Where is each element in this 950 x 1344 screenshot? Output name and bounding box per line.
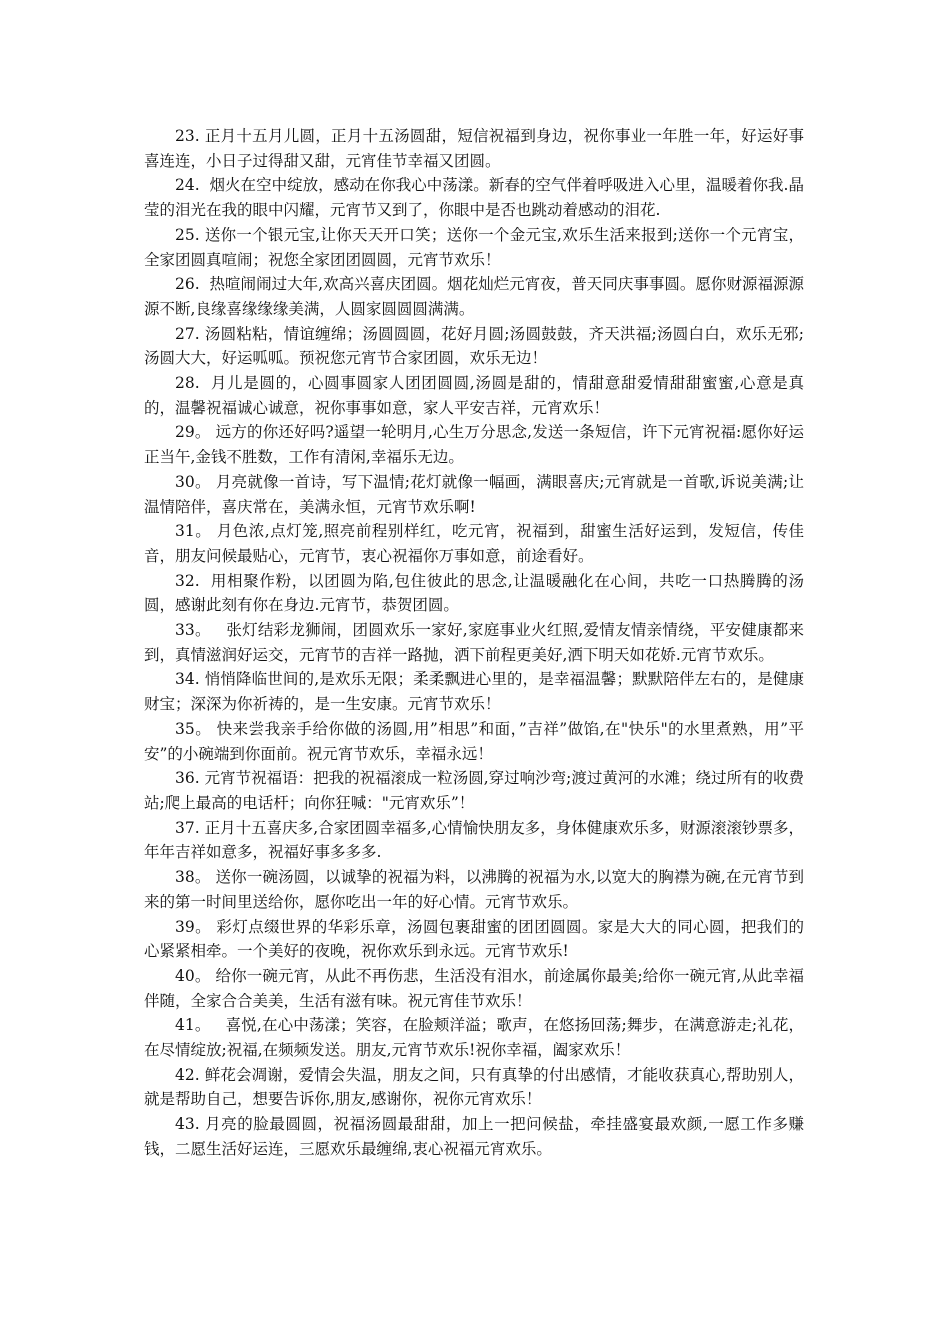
paragraph-35: 35。 快来尝我亲手给你做的汤圆,用”相思”和面，”吉祥”做馅,在"快乐"的水里煮熟，用”平安”的小碗端到你面前。祝元宵节欢乐，幸福永远！ <box>144 719 804 763</box>
paragraph-36: 36. 元宵节祝福语：把我的祝福滚成一粒汤圆,穿过响沙弯;渡过黄河的水滩；绕过所有的收费站;爬上最高的电话杆；向你狂喊："元宵欢乐”！ <box>144 769 804 812</box>
paragraph-28: 28. 月儿是圆的，心圆事圆家人团团圆圆,汤圆是甜的，情甜意甜爱情甜甜蜜蜜,心意是真的，温馨祝福诚心诚意，祝你事事如意，家人平安吉祥，元宵欢乐！ <box>144 374 804 417</box>
paragraph-29: 29。 远方的你还好吗?遥望一轮明月,心生万分思念,发送一条短信，许下元宵祝福:愿你好运正当午,金钱不胜数，工作有清闲,幸福乐无边。 <box>144 423 804 467</box>
paragraph-26: 26. 热喧闹闹过大年,欢高兴喜庆团圆。烟花灿烂元宵夜，普天同庆事事圆。愿你财源福源源源不断,良缘喜缘缘缘美满，人圆家圆圆圆满满。 <box>144 275 804 318</box>
paragraph-25: 25. 送你一个银元宝,让你天天开口笑；送你一个金元宝,欢乐生活来报到;送你一个元宵宝，全家团圆真喧闹；祝您全家团团圆圆，元宵节欢乐！ <box>144 225 804 269</box>
paragraph-37: 37. 正月十五喜庆多,合家团圆幸福多,心情愉快朋友多，身体健康欢乐多，财源滚滚钞票多，年年吉祥如意多，祝福好事多多多. <box>144 818 804 862</box>
paragraph-23: 23. 正月十五月儿圆，正月十五汤圆甜，短信祝福到身边，祝你事业一年胜一年，好运好事喜连连，小日子过得甜又甜，元宵佳节幸福又团圆。 <box>144 127 804 170</box>
paragraph-32: 32. 用相聚作粉，以团圆为陷,包住彼此的思念,让温暖融化在心间，共吃一口热腾腾的汤圆，感谢此刻有你在身边.元宵节，恭贺团圆。 <box>144 571 804 615</box>
document-body <box>144 124 804 1162</box>
paragraph-42: 42. 鲜花会凋谢，爱情会失温，朋友之间，只有真挚的付出感情，才能收获真心,帮助别人，就是帮助自己，想要告诉你,朋友,感谢你，祝你元宵欢乐！ <box>144 1065 804 1109</box>
paragraph-33: 33。 张灯结彩龙狮闹，团圆欢乐一家好,家庭事业火红照,爱情友情亲情绕，平安健康都来到，真情滋润好运交，元宵节的吉祥一路抛，洒下前程更美好,洒下明天如花娇.元宵节欢乐。 <box>144 621 804 664</box>
paragraph-39: 39。 彩灯点缀世界的华彩乐章，汤圆包裹甜蜜的团团圆圆。家是大大的同心圆，把我们的心紧紧相牵。一个美好的夜晚，祝你欢乐到永远。元宵节欢乐! <box>144 917 804 961</box>
paragraph-31: 31。 月色浓,点灯笼,照亮前程别样红，吃元宵，祝福到，甜蜜生活好运到，发短信，传佳音，朋友问候最贴心，元宵节，衷心祝福你万事如意，前途看好。 <box>144 522 804 565</box>
paragraph-38: 38。 送你一碗汤圆，以诚挚的祝福为料，以沸腾的祝福为水,以宽大的胸襟为碗,在元宵节到来的第一时间里送给你，愿你吃出一年的好心情。元宵节欢乐。 <box>144 868 804 911</box>
paragraph-40: 40。 给你一碗元宵，从此不再伤悲，生活没有泪水，前途属你最美;给你一碗元宵,从此幸福伴随，全家合合美美，生活有滋有味。祝元宵佳节欢乐！ <box>144 966 804 1010</box>
paragraph-43: 43. 月亮的脸最圆圆，祝福汤圆最甜甜，加上一把问候盐，牵挂盛宴最欢颜,一愿工作多赚钱，二愿生活好运连，三愿欢乐最缠绵,衷心祝福元宵欢乐。 <box>144 1115 804 1158</box>
paragraph-41: 41。 喜悦,在心中荡漾；笑容，在脸颊洋溢；歌声，在悠扬回荡;舞步，在满意游走;礼花，在尽情绽放;祝福,在频频发送。朋友,元宵节欢乐!祝你幸福，阖家欢乐！ <box>144 1016 804 1060</box>
paragraph-24: 24. 烟火在空中绽放，感动在你我心中荡漾。新春的空气伴着呼吸进入心里，温暖着你我.晶莹的泪光在我的眼中闪耀，元宵节又到了，你眼中是否也跳动着感动的泪花. <box>144 176 804 220</box>
paragraph-27: 27. 汤圆粘粘，情谊缠绵；汤圆圆圆，花好月圆;汤圆鼓鼓，齐天洪福;汤圆白白，欢乐无邪;汤圆大大，好运呱呱。预祝您元宵节合家团圆，欢乐无边！ <box>144 324 804 368</box>
paragraph-34: 34. 悄悄降临世间的,是欢乐无限；柔柔飘进心里的，是幸福温馨；默默陪伴左右的，是健康财宝；深深为你祈祷的，是一生安康。元宵节欢乐！ <box>144 670 804 714</box>
paragraph-30: 30。 月亮就像一首诗，写下温情;花灯就像一幅画，满眼喜庆;元宵就是一首歌,诉说美满;让温情陪伴，喜庆常在，美满永恒，元宵节欢乐啊! <box>144 472 804 516</box>
